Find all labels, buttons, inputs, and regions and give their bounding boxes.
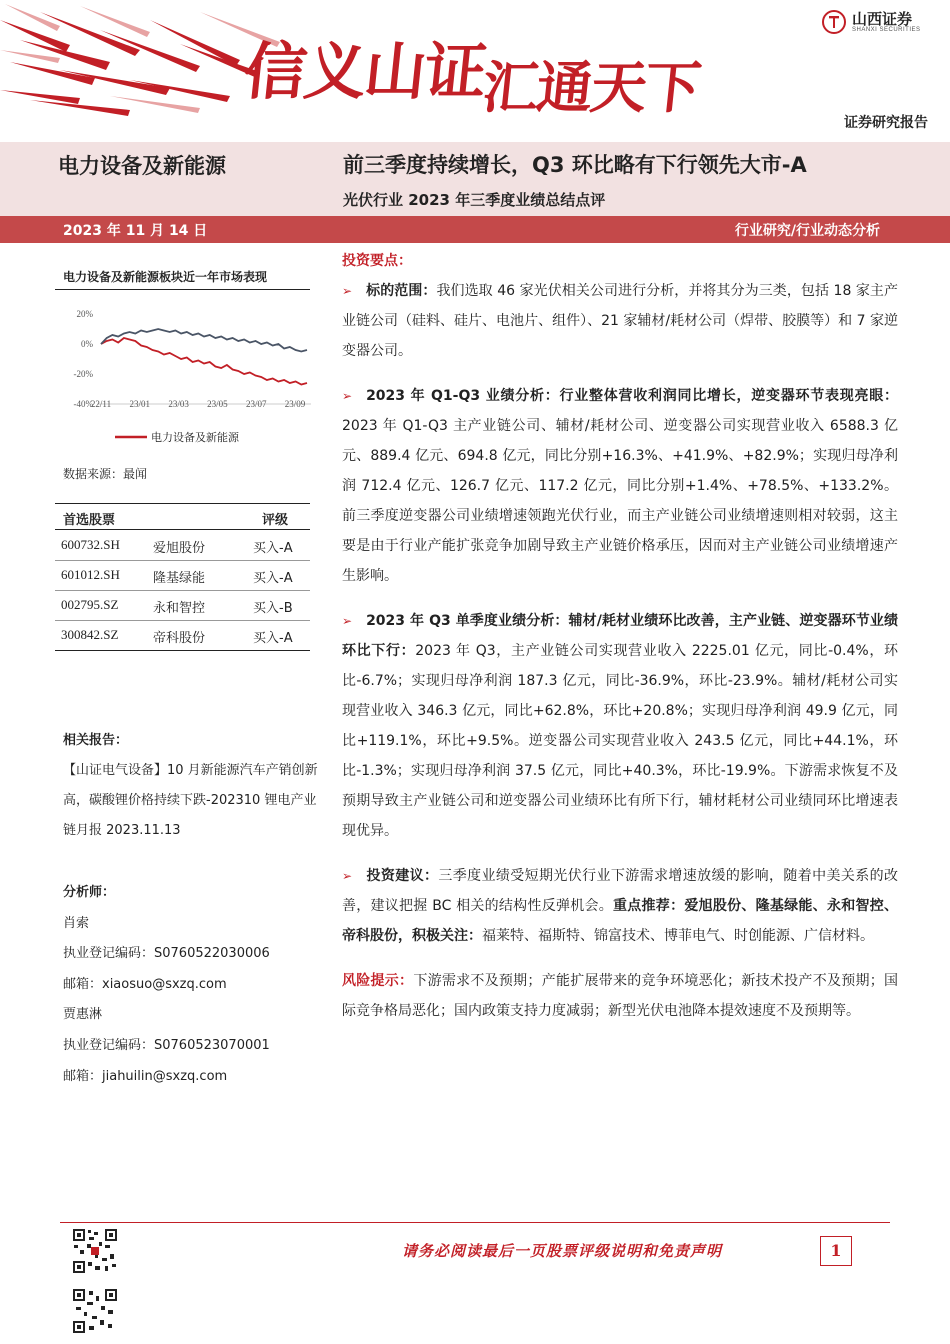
related-title: 相关报告：	[63, 733, 129, 748]
company-logo	[822, 10, 921, 34]
x-tick-label: 22/11	[90, 399, 112, 409]
legend-label: 电力设备及新能源	[151, 431, 239, 444]
stock-rating: 买入-A	[253, 571, 293, 586]
analyst-email[interactable]: 邮箱：xiaosuo@sxzq.com	[63, 976, 227, 992]
analyst-email[interactable]: 邮箱：jiahuilin@sxzq.com	[63, 1068, 228, 1084]
analyst-name: 贾惠淋	[63, 1007, 103, 1023]
slogan-part2: 汇通天下	[479, 56, 703, 121]
report-title: 前三季度持续增长，Q3 环比略有下行领先大市-A	[343, 153, 807, 177]
stock-row	[55, 620, 310, 650]
q3-text: 2023 年 Q3，主产业链公司实现营业收入 2225.01 亿元，同比-0.4%，环比-6.7%；实现归母净利润 187.3 亿元，同比-36.9%，环比-23.9%。辅材/耗材公司实现营业收入 346.3 亿元，同比+62.8%，环比+20.8%；实现归母净利润 49.9 亿元，同比+119.1%，环比+9.5%。逆变器公司实现营业收入 243.5 亿元，同比+44.1%，环比-1.3%；实现归母净利润 37.5 亿元，同比+40.3%，环比-19.9%。下游需求恢复不及预期导致主产业链公司和逆变器公司业绩环比有所下行，辅材耗材公司业绩同环比增速表现优异。	[342, 643, 898, 839]
footer-divider	[60, 1222, 890, 1223]
y-tick-label: -20%	[73, 369, 93, 379]
logo-mark-icon	[822, 10, 846, 34]
stock-row	[55, 590, 310, 620]
logo-name-en: SHANXI SECURITIES	[852, 27, 921, 33]
paragraph-advice	[342, 861, 898, 951]
x-tick-label: 23/05	[207, 399, 228, 409]
x-tick-label: 23/03	[168, 399, 189, 409]
x-tick-label: 23/09	[284, 399, 306, 409]
header-banner	[0, 0, 950, 140]
risk-label: 风险提示：	[342, 973, 414, 989]
q1q3-text: 2023 年 Q1-Q3 主产业链公司、辅材/耗材公司、逆变器公司实现营业收入 6588.3 亿元、889.4 亿元、694.8 亿元，同比分别+16.3%、+41.9%、+82.9%；实现归母净利润 712.4 亿元、126.7 亿元、117.2 亿元，同比分别+1.4%、+78.5%、+133.2%。前三季度逆变器公司业绩增速领跑光伏行业，而主产业链公司业绩增速则相对较弱，这主要是由于行业产能扩张竞争加剧导致主产业链价格承压，因而对主产业链公司业绩增速产生影响。	[342, 418, 898, 584]
page-number: 1	[820, 1236, 852, 1266]
analysts-block	[63, 878, 323, 1092]
divider	[55, 503, 310, 504]
stock-code: 300842.SZ	[61, 627, 119, 642]
paragraph-risk	[342, 966, 898, 1026]
related-reports	[63, 726, 323, 846]
advice-watch: 福莱特、福斯特、锦富技术、博菲电气、时创能源、广信材料。	[482, 928, 874, 944]
advice-label: 投资建议：	[366, 868, 439, 884]
scope-text: 我们选取 46 家光伏相关公司进行分析，并将其分为三类，包括 18 家主产业链公司（硅料、硅片、电池片、组件）、21 家辅材/耗材公司（焊带、胶膜等）和 7 家逆变器公司。	[342, 283, 899, 359]
advice-recommend: 重点推荐：爱旭股份、隆基绿能、永和智控、帝科股份，积极关注：	[342, 898, 898, 944]
market-performance-title: 电力设备及新能源板块近一年市场表现	[63, 270, 268, 284]
bullet-arrow-icon: ➢	[342, 869, 353, 883]
qr-code-icon	[72, 1228, 118, 1274]
market-performance-chart	[55, 296, 315, 456]
stock-code: 601012.SH	[61, 567, 120, 582]
x-tick-label: 23/07	[245, 399, 267, 409]
q1q3-label: 2023 年 Q1-Q3 业绩分析：行业整体营收利润同比增长，逆变器环节表现亮眼：	[366, 388, 898, 404]
divider	[55, 289, 310, 290]
slogan-part1: 信义山证	[240, 35, 489, 108]
bullet-arrow-icon: ➢	[342, 614, 353, 628]
report-category: 行业研究/行业动态分析	[734, 223, 880, 239]
advice-text: 三季度业绩受短期光伏行业下游需求增速放缓的影响，随着中美关系的改善，建议把握 BC 相关的结构性反弹机会。	[342, 868, 899, 914]
report-date: 2023 年 11 月 14 日	[63, 223, 208, 239]
disclaimer: 请务必阅读最后一页股票评级说明和免责声明	[402, 1242, 723, 1260]
stock-name: 爱旭股份	[153, 541, 206, 556]
stock-code: 600732.SH	[61, 537, 120, 552]
related-report-link[interactable]: 【山证电气设备】10 月新能源汽车产销创新高，碳酸锂价格持续下跌-202310 锂电产业链月报 2023.11.13	[63, 763, 318, 838]
divider	[55, 650, 310, 651]
stock-rating: 买入-A	[253, 541, 293, 556]
paragraph-scope	[342, 276, 898, 366]
y-tick-label: -40%	[73, 399, 93, 409]
bullet-arrow-icon: ➢	[342, 284, 353, 298]
y-tick-label: 0%	[81, 339, 93, 349]
stock-name: 帝科股份	[153, 631, 206, 646]
paragraph-q1q3	[342, 381, 898, 591]
bullet-arrow-icon: ➢	[342, 389, 353, 403]
investment-highlights	[342, 246, 898, 1026]
stock-name: 隆基绿能	[153, 571, 206, 586]
q3-label: 2023 年 Q3 单季度业绩分析：辅材/耗材业绩环比改善，主产业链、逆变器环节业绩环比下行：	[342, 613, 898, 659]
y-tick-label: 20%	[76, 309, 93, 319]
stock-rating: 买入-B	[253, 601, 293, 616]
investment-header: 投资要点：	[342, 253, 412, 269]
qr-code-icon	[72, 1288, 118, 1334]
report-subtitle: 光伏行业 2023 年三季度业绩总结点评	[343, 191, 606, 209]
stock-row	[55, 530, 310, 560]
analyst-reg: 执业登记编码：S0760523070001	[63, 1037, 270, 1053]
scope-label: 标的范围：	[366, 283, 437, 299]
slogan	[240, 22, 705, 121]
stocks-header-rating: 评级	[262, 513, 289, 528]
stocks-header-name: 首选股票	[63, 513, 116, 528]
logo-name: 山西证券	[852, 10, 913, 28]
analyst-name: 肖索	[63, 915, 90, 931]
analyst-reg: 执业登记编码：S0760522030006	[63, 946, 270, 962]
stock-code: 002795.SZ	[61, 597, 119, 612]
sector-label: 电力设备及新能源	[58, 154, 226, 178]
risk-text: 下游需求不及预期；产能扩展带来的竞争环境恶化；新技术投产不及预期；国际竞争格局恶化；国内政策支持力度减弱；新型光伏电池降本提效速度不及预期等。	[342, 973, 899, 1019]
stock-rating: 买入-A	[253, 631, 293, 646]
data-source: 数据来源：最闻	[63, 467, 148, 481]
analysts-title: 分析师：	[63, 885, 116, 900]
paragraph-q3	[342, 606, 898, 846]
report-type-label: 证券研究报告	[844, 115, 928, 131]
stock-row	[55, 560, 310, 590]
x-tick-label: 23/01	[129, 399, 151, 409]
stock-name: 永和智控	[153, 601, 206, 616]
